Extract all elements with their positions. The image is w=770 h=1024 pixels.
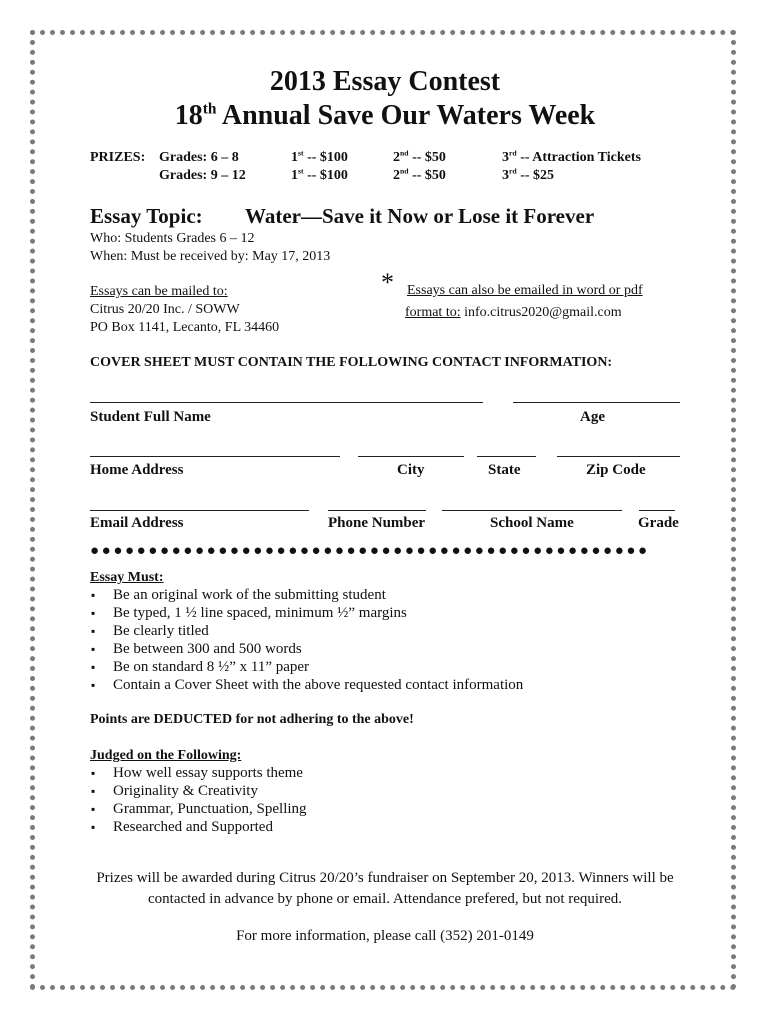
when-line: When: Must be received by: May 17, 2013 bbox=[90, 249, 331, 264]
awards-line-1: Prizes will be awarded during Citrus 20/20’s fundraiser on September 20, 2013. Winners will be bbox=[96, 870, 674, 886]
prize-grades-6-8: Grades: 6 – 8 bbox=[159, 150, 239, 165]
list-item: ▪ Be between 300 and 500 words bbox=[91, 640, 523, 658]
mail-address-line2: PO Box 1141, Lecanto, FL 34460 bbox=[90, 320, 280, 335]
cover-sheet-heading: COVER SHEET MUST CONTAIN THE FOLLOWING CONTACT INFORMATION: bbox=[90, 355, 613, 370]
points-deducted-note: Points are DEDUCTED for not adhering to the above! bbox=[90, 712, 414, 727]
who-line: Who: Students Grades 6 – 12 bbox=[90, 231, 255, 246]
email-address-line bbox=[90, 510, 309, 511]
city-label: City bbox=[397, 462, 425, 478]
list-item: ▪ Originality & Creativity bbox=[91, 782, 307, 800]
prize-third-9-12: 3rd -- $25 bbox=[502, 166, 555, 183]
essay-topic-text: Water—Save it Now or Lose it Forever bbox=[245, 204, 595, 228]
school-name-line bbox=[442, 510, 622, 511]
phone-number-label: Phone Number bbox=[328, 515, 426, 531]
contest-title: 2013 Essay Contest bbox=[269, 66, 501, 97]
list-item: ▪ Be on standard 8 ½” x 11” paper bbox=[91, 658, 523, 676]
prize-second-9-12: 2nd -- $50 bbox=[393, 166, 446, 183]
prizes-label: PRIZES: bbox=[90, 150, 146, 165]
mail-heading: Essays can be mailed to: bbox=[90, 284, 228, 299]
list-item: ▪ Be typed, 1 ½ line spaced, minimum ½” margins bbox=[91, 604, 523, 622]
email-address-label: Email Address bbox=[90, 515, 184, 531]
contest-email-address: info.citrus2020@gmail.com bbox=[460, 305, 622, 320]
list-item: ▪ Researched and Supported bbox=[91, 818, 307, 836]
list-item: ▪ Grammar, Punctuation, Spelling bbox=[91, 800, 307, 818]
asterisk-icon: * bbox=[381, 268, 394, 297]
prize-third-6-8: 3rd -- Attraction Tickets bbox=[502, 148, 641, 165]
state-label: State bbox=[488, 462, 521, 478]
mail-address-line1: Citrus 20/20 Inc. / SOWW bbox=[90, 302, 240, 317]
city-line bbox=[358, 456, 464, 457]
home-address-label: Home Address bbox=[90, 462, 184, 478]
email-note-line2 bbox=[405, 305, 622, 321]
contest-subtitle bbox=[0, 100, 770, 132]
phone-number-line bbox=[328, 510, 426, 511]
format-label: format to: bbox=[405, 305, 461, 320]
zip-line bbox=[557, 456, 680, 457]
list-item: ▪ Contain a Cover Sheet with the above requested contact information bbox=[91, 676, 523, 694]
list-item: ▪ Be an original work of the submitting student bbox=[91, 586, 523, 604]
essay-must-heading: Essay Must: bbox=[90, 570, 164, 585]
school-name-label: School Name bbox=[490, 515, 574, 531]
grade-line bbox=[639, 510, 675, 511]
subtitle-ordinal: th bbox=[202, 100, 217, 118]
age-line bbox=[513, 402, 680, 403]
zip-code-label: Zip Code bbox=[586, 462, 646, 478]
prize-first-9-12: 1st -- $100 bbox=[291, 166, 348, 183]
subtitle-number: 18 bbox=[174, 100, 203, 131]
state-line bbox=[477, 456, 536, 457]
more-info-line: For more information, please call (352) 201-0149 bbox=[236, 928, 534, 944]
awards-line-2: contacted in advance by phone or email. Attendance prefered, but not required. bbox=[148, 891, 622, 907]
email-note-line1: Essays can also be emailed in word or pdf bbox=[407, 283, 643, 298]
student-name-line bbox=[90, 402, 483, 403]
home-address-line bbox=[90, 456, 340, 457]
prize-first-6-8: 1st -- $100 bbox=[291, 148, 348, 165]
list-item: ▪ How well essay supports theme bbox=[91, 764, 307, 782]
dot-separator: ●●●●●●●●●●●●●●●●●●●●●●●●●●●●●●●●●●●●●●●●●●●●●●●● bbox=[90, 543, 650, 559]
essay-requirements-list bbox=[91, 586, 523, 694]
student-full-name-label: Student Full Name bbox=[90, 409, 211, 425]
prize-second-6-8: 2nd -- $50 bbox=[393, 148, 446, 165]
subtitle-text: Annual Save Our Waters Week bbox=[216, 100, 596, 131]
judged-heading: Judged on the Following: bbox=[90, 748, 242, 763]
grade-label: Grade bbox=[638, 515, 679, 531]
age-label: Age bbox=[580, 409, 605, 425]
list-item: ▪ Be clearly titled bbox=[91, 622, 523, 640]
prize-grades-9-12: Grades: 9 – 12 bbox=[159, 168, 246, 183]
essay-topic-label: Essay Topic: bbox=[90, 204, 203, 228]
judging-criteria-list bbox=[91, 764, 307, 836]
